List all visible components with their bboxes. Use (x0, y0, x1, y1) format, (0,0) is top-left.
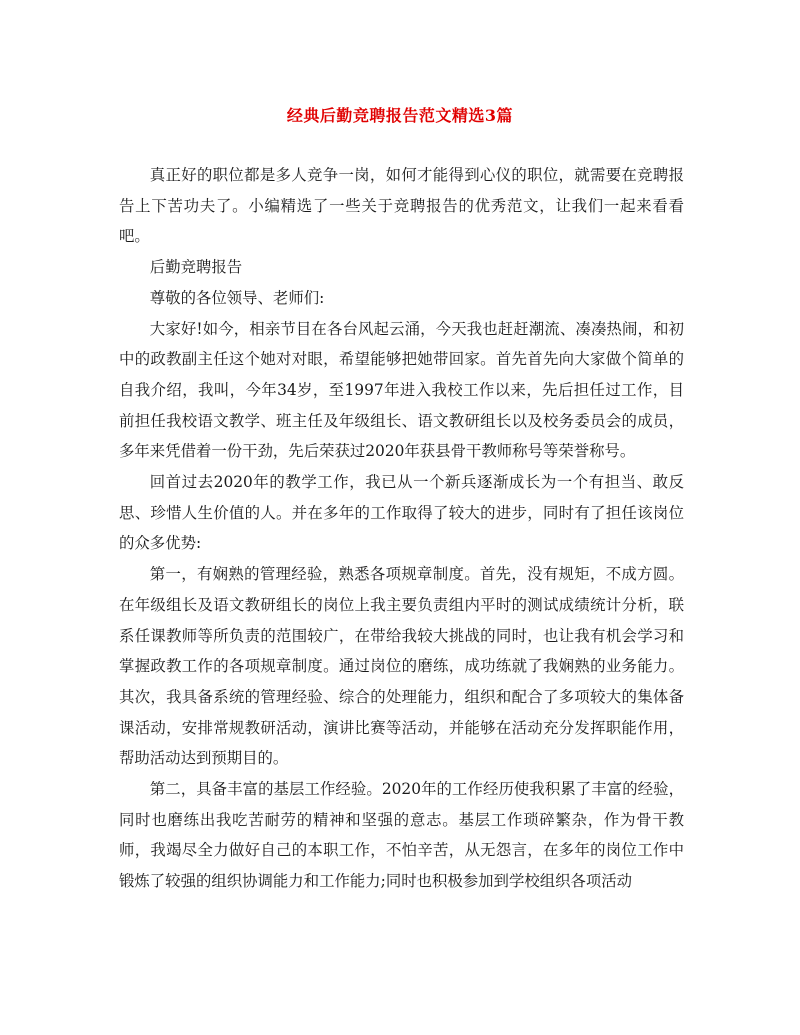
paragraph-advantage-two: 第二，具备丰富的基层工作经验。2020年的工作经历使我积累了丰富的经验，同时也磨练出我吃苦耐劳的精神和坚强的意志。基层工作琐碎繁杂，作为骨干教师，我竭尽全力做好自己的本职工作，不怕辛苦，从无怨言，在多年的岗位工作中锻炼了较强的组织协调能力和工作能力;同时也积极参加到学校组织各项活动 (119, 780, 684, 891)
paragraph-review: 回首过去2020年的教学工作，我已从一个新兵逐渐成长为一个有担当、敢反思、珍惜人生价值的人。并在多年的工作取得了较大的进步，同时有了担任该岗位的众多优势: (119, 473, 684, 553)
document-title: 经典后勤竞聘报告范文精选3篇 (286, 106, 514, 125)
document-body (119, 160, 684, 897)
paragraph-intro: 真正好的职位都是多人竞争一岗，如何才能得到心仪的职位，就需要在竞聘报告上下苦功夫了。小编精选了一些关于竞聘报告的优秀范文，让我们一起来看看吧。 (119, 166, 684, 246)
paragraph-subheading: 后勤竞聘报告 (149, 258, 243, 277)
paragraph-advantage-one: 第一，有娴熟的管理经验，熟悉各项规章制度。首先，没有规矩，不成方圆。在年级组长及语文教研组长的岗位上我主要负责组内平时的测试成绩统计分析，联系任课教师等所负责的范围较广，在带给我较大挑战的同时，也让我有机会学习和掌握政教工作的各项规章制度。通过岗位的磨练，成功练就了我娴熟的业务能力。其次，我具备系统的管理经验、综合的处理能力，组织和配合了多项较大的集体备课活动，安排常规教研活动，演讲比赛等活动，并能够在活动充分发挥职能作用，帮助活动达到预期目的。 (119, 565, 684, 768)
paragraph-self-introduction: 大家好!如今，相亲节目在各台风起云涌，今天我也赶赶潮流、凑凑热闹，和初中的政教副主任这个她对对眼，希望能够把她带回家。首先首先向大家做个简单的自我介绍，我叫，今年34岁，至1997年进入我校工作以来，先后担任过工作，目前担任我校语文教学、班主任及年级组长、语文教研组长以及校务委员会的成员，多年来凭借着一份干劲，先后荣获过2020年获县骨干教师称号等荣誉称号。 (119, 319, 684, 461)
paragraph-salutation: 尊敬的各位领导、老师们: (149, 288, 325, 307)
